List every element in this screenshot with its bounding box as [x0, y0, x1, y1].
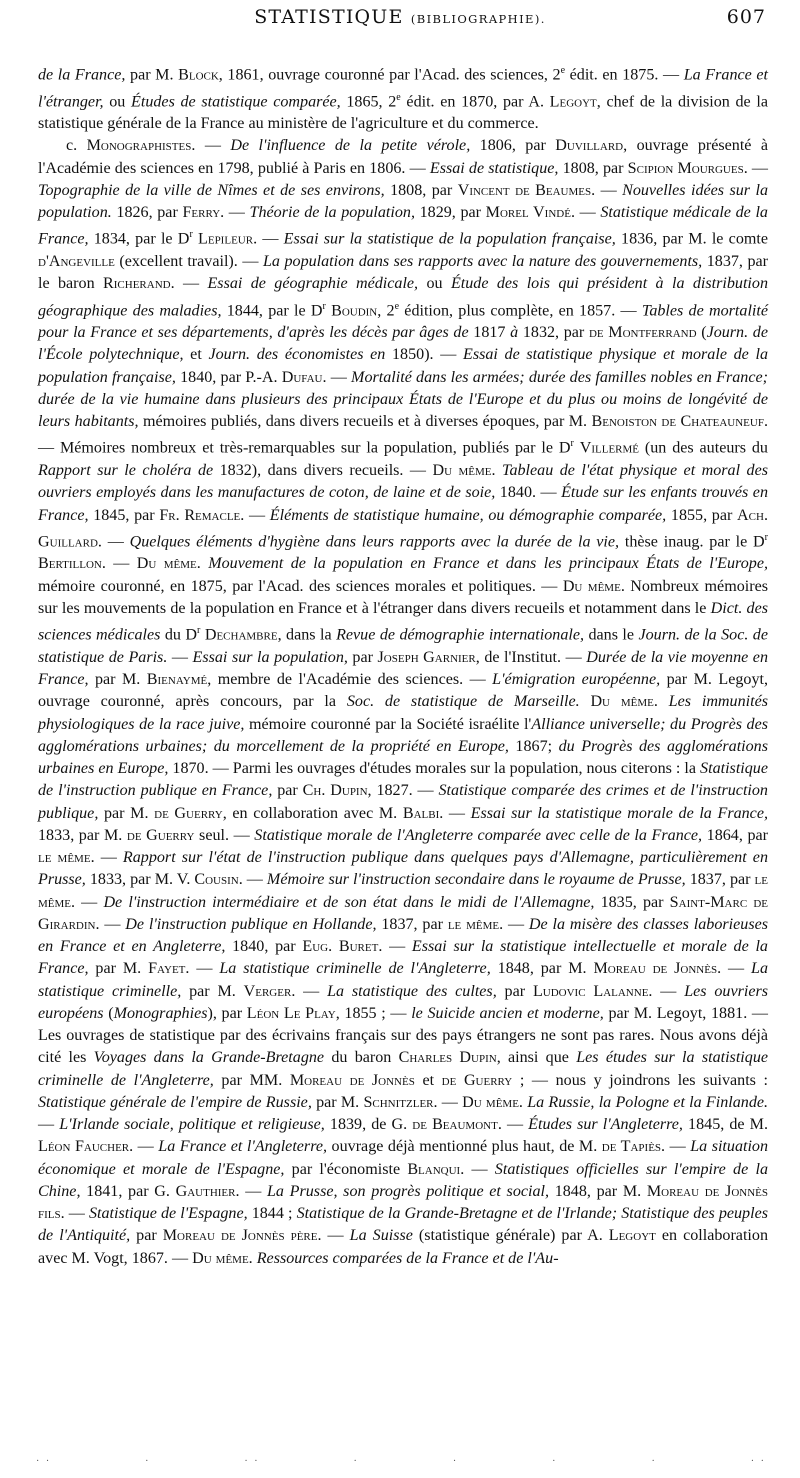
italic-title: Essai sur la statistique intellectuelle et morale de la France, — [38, 938, 768, 978]
text-run: . — [196, 555, 209, 573]
print-marks: · · · · · · · · · · · — [36, 1456, 766, 1467]
text-run: 1845, par — [88, 506, 160, 524]
text-run: . — — [591, 181, 623, 199]
text-run: . — [248, 1249, 257, 1267]
text-run: , 1827. — — [367, 782, 439, 800]
text-run: , en collaboration avec M. — [222, 804, 403, 822]
text-run: . — — [129, 1138, 159, 1156]
text-run: 1850). — — [385, 346, 463, 364]
text-run: . — — [460, 1160, 495, 1178]
italic-title: Mortalité dans les armées; durée des familles nobles en France; durée de la vie humaine dans plusieurs des principaux États de l'Europe et du plus ou moins de longévité de leurs habitants, — [38, 368, 769, 431]
author-name: de Guerry — [441, 1071, 513, 1089]
text-run: , 1855 ; — — [335, 1004, 412, 1022]
text-run: édit. en 1875. — — [565, 66, 684, 84]
author-name: Fr. Remacle — [159, 506, 241, 524]
text-run: et — [183, 346, 209, 364]
italic-title: Rapport sur l'état de l'instruction publique dans quelques pays d'Allemagne, particulièrement en Prusse, — [38, 849, 768, 889]
author-name: Du même — [590, 693, 654, 711]
author-name: Dufau — [281, 368, 323, 386]
text-run: 1840, par — [225, 938, 303, 956]
text-run: 1864, par — [702, 826, 769, 844]
text-run: par M. — [181, 982, 244, 1000]
text-run: . — — [253, 230, 284, 248]
text-run: 1835, par — [594, 893, 670, 911]
author-name: Moreau de Jonnès fils — [38, 1182, 768, 1223]
italic-title: La population dans ses rapports avec la nature des gouvernements, — [262, 253, 703, 271]
text-run: du baron — [324, 1049, 399, 1067]
text-run: 1848, par M. — [490, 960, 594, 978]
text-run: — — [195, 137, 231, 155]
text-run: et — [414, 1071, 442, 1089]
text-run: par — [272, 782, 303, 800]
text-run: par MM. — [213, 1071, 290, 1089]
text-run: . — [491, 462, 502, 480]
italic-title: Mémoire sur l'instruction secondaire dans le royaume de Prusse, — [266, 871, 686, 889]
italic-title: Journ. de l'École polytechnique, — [38, 324, 768, 364]
italic-title: Essai sur la statistique de la population française, — [283, 230, 616, 248]
text-run: par l'économiste — [284, 1160, 408, 1178]
italic-title: Essai sur la statistique morale de la France, — [470, 804, 768, 822]
text-run: (statistique générale) par A. — [412, 1227, 609, 1245]
italic-title: De l'instruction intermédiaire et de son état dans le midi de l'Allemagne, — [103, 893, 595, 911]
author-name: Ferry — [182, 204, 221, 222]
text-run: . — — [220, 204, 250, 222]
text-run: 1834, par le D — [88, 230, 190, 248]
author-name: Léon Faucher — [38, 1138, 130, 1156]
text-run: mémoires publiés, dans divers recueils et à diverses époques, par M. — [138, 413, 592, 431]
text-run: 1836, par M. le comte — [615, 230, 769, 248]
italic-title: Topographie de la ville de Nîmes et de ses environs, — [38, 181, 385, 199]
text-run: . — — [60, 1205, 89, 1223]
text-run: 1837, par — [685, 871, 755, 889]
text-run: , de l'Institut. — — [475, 648, 587, 666]
author-name: de Beaumont — [412, 1116, 498, 1134]
text-run: . — [518, 1093, 528, 1111]
author-name: Moreau de Jonnès père — [162, 1227, 318, 1245]
author-name: de Guerry — [154, 804, 223, 822]
author-name: Block — [178, 66, 219, 84]
text-run: . — — [101, 555, 137, 573]
text-run: . — Mémoires nombreux et très-remarquables sur la population, publiés par le D — [38, 413, 768, 457]
text-run: du D — [160, 626, 198, 644]
text-run: . — — [238, 871, 267, 889]
italic-title: Revue de démographie internationale, — [336, 626, 585, 644]
running-title — [30, 6, 770, 28]
author-name: le même — [38, 849, 91, 867]
text-run: . — — [97, 533, 130, 551]
text-run: . — — [185, 960, 220, 978]
italic-title: Nouvelles idées sur la population. — [38, 181, 768, 222]
text-run: 1848, par M. — [549, 1182, 647, 1200]
text-run: . — — [717, 960, 752, 978]
author-name: Gauthier — [175, 1182, 236, 1200]
paragraph — [38, 60, 768, 135]
text-run: 1865, 2 — [340, 92, 397, 110]
text-run: mémoire couronné, en 1875, par l'Acad. des sciences morales et politiques. — — [38, 577, 563, 595]
author-name: Bienaymé — [146, 671, 208, 689]
author-name: Du même — [562, 577, 621, 595]
author-name: Duvillard — [555, 137, 624, 155]
text-run: par M. Legoyt, ouvrage couronné, après concours, par la — [38, 671, 769, 711]
text-run: . — — [95, 915, 126, 933]
italic-title: La Prusse, son progrès politique et social, — [266, 1182, 550, 1200]
author-name: Du même — [432, 462, 492, 480]
italic-title: Études sur l'Angleterre, — [528, 1116, 683, 1134]
author-name: Moreau de Jonnès — [289, 1071, 415, 1089]
author-name: Bertillon — [38, 555, 102, 573]
author-name: de Tapiès — [601, 1138, 662, 1156]
author-name: Moreau de Jonnès — [593, 960, 718, 978]
text-run: (excellent travail). — — [114, 253, 263, 271]
author-name: de Montferrand — [588, 324, 697, 342]
superscript: e — [396, 91, 401, 103]
text-run: 1832, par — [518, 324, 589, 342]
text-run: . — — [743, 159, 768, 177]
running-title-text: STATISTIQUE — [254, 6, 404, 28]
author-name: Vincent de Beaumes — [457, 181, 592, 199]
text-run: . — — [322, 368, 352, 386]
text-run: . — — [170, 275, 208, 293]
superscript: e — [560, 65, 566, 76]
text-run: ( — [696, 324, 707, 342]
italic-title: le Suicide ancien et moderne, — [411, 1004, 604, 1022]
text-run: . — — [235, 1182, 267, 1200]
italic-title: Journ. des économistes en — [208, 346, 386, 364]
text-run: 1837, par — [376, 915, 448, 933]
author-name: le même — [38, 871, 768, 911]
author-name: Saint-Marc de Girardin — [38, 893, 768, 933]
text-run: 1826, par — [111, 204, 183, 222]
text-run: par M. — [98, 804, 155, 822]
italic-title: Quelques éléments d'hygiène dans leurs rapports avec la durée de la vie, — [129, 533, 620, 551]
author-name: Ludovic Lalanne — [532, 982, 649, 1000]
text-run: 1840. — — [495, 484, 562, 502]
author-name: Richerand — [103, 275, 171, 293]
italic-title: La statistique des cultes, — [327, 982, 497, 1000]
text-run: par — [496, 982, 533, 1000]
text-run: 1808, par — [384, 181, 458, 199]
author-name: Balbi — [402, 804, 440, 822]
text-run: . — — [71, 893, 104, 911]
text-run: 1808, par — [558, 159, 628, 177]
italic-title: La France et l'Angleterre, — [158, 1138, 328, 1156]
author-name: Charles Dupin — [398, 1049, 497, 1067]
italic-title: Voyages dans la Grande-Bretagne — [93, 1049, 325, 1067]
text-run: ouvrage déjà mentionné plus haut, de M. — [327, 1138, 602, 1156]
text-run: ; — nous y joindrons les suivants : — [512, 1071, 769, 1089]
italic-title: Statistiques officielles sur l'empire de la Chine, — [38, 1160, 768, 1200]
text-run: ou — [418, 275, 451, 293]
italic-title: Monographies — [113, 1004, 208, 1022]
superscript: r — [189, 229, 193, 241]
text-run: en collaboration avec M. Vogt, 1867. — — [38, 1227, 768, 1267]
text-run: . — — [317, 1227, 350, 1245]
italic-title: Statistique médicale de la France, — [38, 204, 768, 248]
text-run: . — — [433, 1093, 463, 1111]
italic-title: Statistique de la Grande-Bretagne et de l'Irlande; Statistique des peuples de l'Antiquité, — [38, 1205, 768, 1245]
italic-title: Essai de géographie médicale, — [207, 275, 419, 293]
text-run: . — — [240, 506, 270, 524]
text-run: ( — [103, 1004, 114, 1022]
text-run: . — — [291, 982, 328, 1000]
text-run: c. — [66, 137, 87, 155]
text-run: par — [347, 648, 378, 666]
text-run: édit. en 1870, par A. — [400, 92, 550, 110]
author-name: Eug. Buret — [302, 938, 379, 956]
author-name: Verger — [243, 982, 292, 1000]
italic-title: L'Irlande sociale, politique et religieuse, — [59, 1116, 325, 1134]
text-run: — — [167, 648, 193, 666]
text-run: par — [130, 1227, 163, 1245]
author-name: de Guerry — [126, 826, 195, 844]
italic-title: Ressources comparées de la France et de l'Au- — [256, 1249, 559, 1267]
author-name: Lepileur — [198, 230, 254, 248]
text-run: par M. — [88, 671, 147, 689]
italic-title: Essai de statistique physique et morale de la population française, — [38, 346, 768, 386]
text-run: par M. — [130, 66, 179, 84]
author-name: le même — [447, 915, 500, 933]
text-run: 1837, par le baron — [38, 253, 769, 293]
italic-title: La situation économique et morale de l'Espagne, — [38, 1138, 769, 1178]
text-run: , chef de la division de la statistique générale de la France au ministère de l'agriculture et du commerce. — [38, 92, 768, 133]
italic-title: Étude des lois qui président à la distribution géographique des maladies, — [38, 275, 768, 319]
text-run: 1845, de M. — [682, 1116, 769, 1134]
author-name: Benoiston de Chateauneuf — [591, 413, 764, 431]
text-run: . — — [439, 804, 471, 822]
italic-title: Tables de mortalité pour la France et ses départements, d'après les décès par âges de — [38, 301, 769, 342]
italic-title: La Russie, la Pologne et la Finlande. — [527, 1093, 769, 1111]
superscript: r — [570, 438, 574, 450]
author-name: Ch. Dupin — [302, 782, 368, 800]
italic-title: Alliance universelle; du Progrès des agglomérations urbaines; du morcellement de la propriété en Europe, — [38, 715, 768, 755]
text-run: 1806, par — [470, 137, 556, 155]
italic-title: Statistique comparée des crimes et de l'instruction publique, — [38, 782, 768, 822]
italic-title: Statistique générale de l'empire de Russie, — [38, 1093, 312, 1111]
text-run: 1833, par M. V. — [85, 871, 195, 889]
author-name: d'Angeville — [38, 253, 115, 271]
author-name: Léon Le Play — [246, 1004, 336, 1022]
text-run: par M. Legoyt, 1881. — Les ouvrages de statistique par des écrivains français sur des pays étrangers ne sont pas rares. Nous avons déjà cité les — [38, 1004, 768, 1067]
italic-title: Durée de la vie moyenne en France, — [38, 648, 768, 689]
text-run: , dans la — [277, 626, 337, 644]
italic-title: L'émigration européenne, — [492, 671, 661, 689]
superscript: e — [394, 300, 400, 312]
text-run: 1867; — [508, 737, 559, 755]
italic-title: Statistique de l'instruction publique en France, — [38, 760, 768, 800]
text-run: 1832), dans divers recueils. — — [213, 462, 433, 480]
text-run: 1833, par M. — [38, 826, 127, 844]
italic-title: La Suisse — [349, 1227, 413, 1245]
italic-title: Statistique morale de l'Angleterre comparée avec celle de la France, — [254, 826, 703, 844]
italic-title: Étude sur les enfants trouvés en France, — [38, 484, 768, 524]
author-name: Boudin — [331, 301, 378, 319]
author-name: Du même — [462, 1093, 519, 1111]
superscript: r — [322, 300, 326, 312]
text-run: , membre de l'Académie des sciences. — — [207, 671, 493, 689]
text-run: dans le — [584, 626, 639, 644]
text-run: édition, plus complète, en 1857. — — [399, 301, 642, 319]
author-name: Morel Vindé — [485, 204, 571, 222]
italic-title: De l'instruction publique en Hollande, — [125, 915, 377, 933]
italic-title: Les immunités physiologiques de la race juive, — [38, 693, 768, 733]
page-number: 607 — [726, 6, 766, 28]
italic-title: Statistique de l'Espagne, — [88, 1205, 248, 1223]
text-run: . Nombreux mémoires sur les mouvements de la population en France et à l'étranger dans divers recueils et notamment dans le — [38, 577, 768, 617]
italic-title: du Progrès des agglomérations urbaines en Europe, — [38, 737, 768, 778]
author-name: Blanqui — [407, 1160, 461, 1178]
text-run: 1870. — Parmi les ouvrages d'études morales sur la population, nous citerons : la — [168, 760, 701, 778]
body-text — [38, 60, 768, 1270]
text-run: ou — [103, 92, 132, 110]
author-name: Ach. Guillard — [38, 506, 768, 551]
italic-title: Soc. de statistique de Marseille. — [346, 693, 580, 711]
text-run: — — [38, 1116, 60, 1134]
running-header — [30, 6, 770, 40]
text-run: . — — [90, 849, 123, 867]
text-run: thèse inaug. par le D — [619, 533, 765, 551]
text-run: par M. — [311, 1093, 364, 1111]
text-run: , 1861, ouvrage couronné par l'Acad. des sciences, 2 — [218, 66, 561, 84]
italic-title: Essai sur la population, — [192, 648, 348, 666]
author-name: Legoyt — [549, 92, 597, 110]
author-name: Villermé — [579, 439, 640, 457]
italic-title: Les études sur la statistique criminelle de l'Angleterre, — [38, 1049, 769, 1089]
text-run: 1844 ; — [247, 1205, 297, 1223]
italic-title: De la misère des classes laborieuses en France et en Angleterre, — [38, 915, 768, 956]
text-run: 1844, par le D — [221, 301, 323, 319]
text-run: . — — [497, 1116, 529, 1134]
italic-title: Théorie de la population, — [249, 204, 415, 222]
text-run: . — [653, 693, 669, 711]
italic-title: de la France, — [38, 66, 131, 84]
author-name: Du même — [192, 1249, 249, 1267]
text-run: . — — [378, 938, 412, 956]
text-run: 1817 — [468, 324, 511, 342]
italic-title: Mouvement de la population en France et dans les principaux États de l'Europe, — [208, 555, 768, 573]
italic-title: à — [510, 324, 519, 342]
italic-title: Tableau de l'état physique et moral des ouvriers employés dans les manufactures de coton, de laine et de soie, — [38, 462, 768, 502]
author-name: Monographistes. — [86, 137, 196, 155]
text-run: 1839, de G. — [324, 1116, 413, 1134]
paragraph — [38, 135, 768, 1269]
italic-title: La France et l'étranger, — [38, 66, 768, 110]
text-run: 1840, par P.-A. — [175, 368, 282, 386]
italic-title: Journ. de la Soc. de statistique de Paris. — [38, 626, 768, 666]
author-name: Scipion Mourgues — [627, 159, 744, 177]
text-run: seul. — — [194, 826, 255, 844]
author-name: Joseph Garnier — [377, 648, 476, 666]
superscript: r — [197, 625, 201, 637]
text-run: , ainsi que — [496, 1049, 577, 1067]
italic-title: La statistique criminelle, — [38, 960, 769, 1000]
running-subtitle: (BIBLIOGRAPHIE). — [410, 12, 546, 26]
text-run: 1829, par — [414, 204, 486, 222]
italic-title: Éléments de statistique humaine, ou démographie comparée, — [269, 506, 667, 524]
author-name: Schnitzler — [363, 1093, 434, 1111]
text-run: (un des auteurs du — [639, 439, 768, 457]
text-run: . — — [661, 1138, 691, 1156]
italic-title: Les ouvriers européens — [38, 982, 769, 1022]
author-name: Fayet — [148, 960, 186, 978]
italic-title: La statistique criminelle de l'Angleterre, — [219, 960, 491, 978]
italic-title: Dict. des sciences médicales — [38, 599, 768, 644]
italic-title: Études de statistique comparée, — [131, 92, 341, 110]
text-run: ), par — [207, 1004, 247, 1022]
italic-title: Rapport sur le choléra de — [38, 462, 214, 480]
italic-title: De l'influence de la petite vérole, — [230, 137, 471, 155]
text-run: . — — [499, 915, 529, 933]
author-name: Du même — [136, 555, 197, 573]
superscript: r — [764, 531, 768, 543]
italic-title: Essai de statistique, — [429, 159, 559, 177]
author-name: Legoyt — [608, 1227, 656, 1245]
text-run: . — — [570, 204, 601, 222]
text-run: , ouvrage présenté à l'Académie des sciences en 1798, publié à Paris en 1806. — — [38, 137, 769, 177]
text-run — [580, 693, 591, 710]
text-run: par M. — [88, 960, 149, 978]
text-run: , 2 — [377, 301, 395, 319]
text-run: mémoire couronné par la Société israélite l' — [244, 715, 532, 733]
text-run: . — — [648, 982, 685, 1000]
text-run: 1855, par — [666, 506, 738, 524]
author-name: Cousin — [194, 871, 239, 889]
author-name: Dechambre — [204, 626, 278, 644]
text-run: 1841, par G. — [80, 1182, 176, 1200]
